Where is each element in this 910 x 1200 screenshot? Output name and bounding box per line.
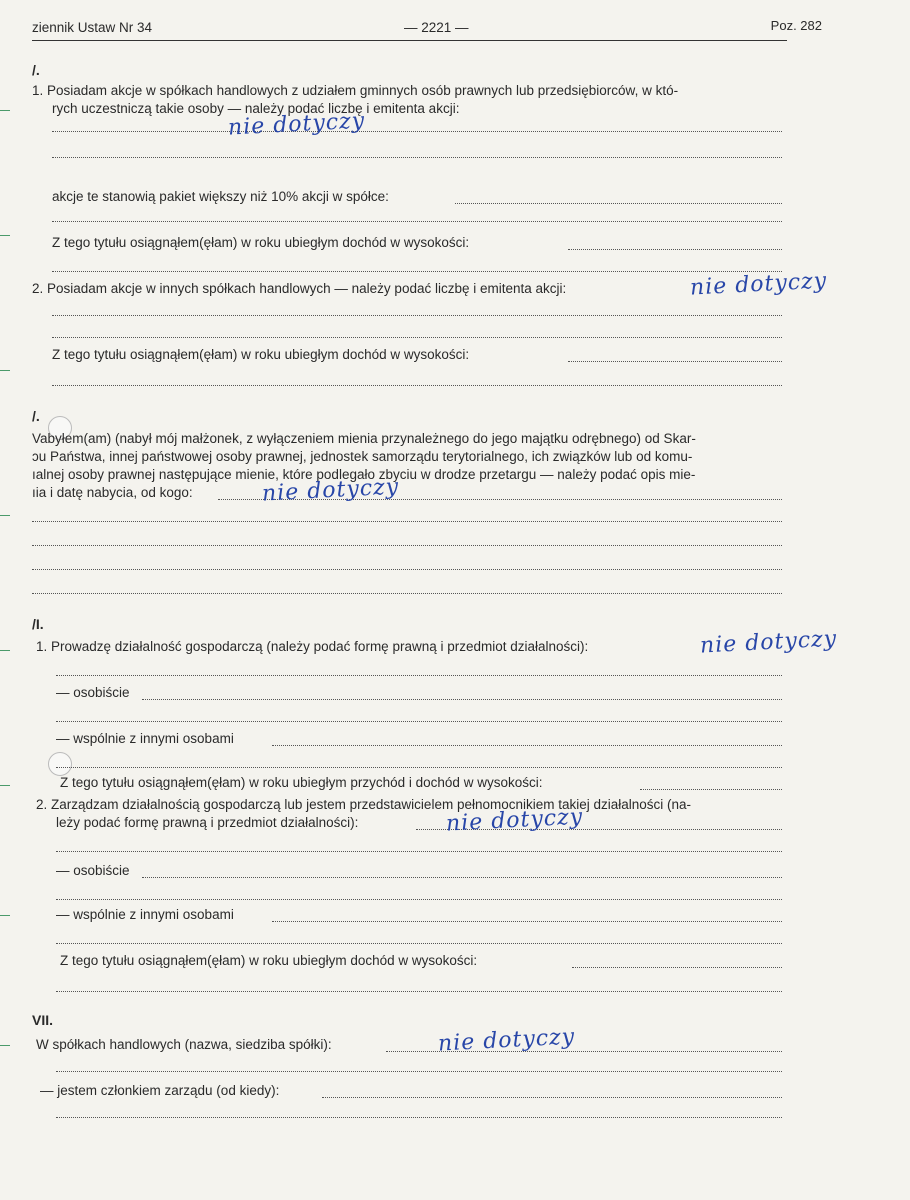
answer-line (52, 220, 782, 222)
answer-line (142, 876, 782, 878)
answer-line (32, 544, 782, 546)
edge-mark (0, 235, 10, 236)
jointly-label: — wspólnie z innymi osobami (56, 907, 234, 922)
section-v-line2: ɔu Państwa, innej państwowej osoby prawnej, jednostek samorządu terytorialnego, ich związków lub od komu- (32, 449, 693, 464)
edge-mark (0, 110, 10, 111)
income-label: Z tego tytułu osiągnąłem(ęłam) w roku ubiegłym dochód w wysokości: (52, 235, 470, 250)
income-label: Z tego tytułu osiągnąłem(ęłam) w roku ubiegłym przychód i dochód w wysokości: (60, 775, 543, 790)
section-vi-item2-line2: leży podać formę prawną i przedmiot działalności): (56, 815, 359, 830)
answer-line (52, 314, 782, 316)
item1-text-line1: 1. Posiadam akcje w spółkach handlowych z udziałem gminnych osób prawnych lub przedsiębiorców, w któ- (32, 83, 679, 98)
handwritten-answer: nie dotyczy (437, 1024, 576, 1057)
answer-line (272, 744, 782, 746)
section-label-vi: /I. (32, 616, 44, 632)
section-vi-item2-line1: 2. Zarządzam działalnością gospodarczą lub jestem przedstawicielem pełnomocnikiem takiej działalności (na- (36, 797, 692, 812)
answer-line (56, 674, 782, 676)
handwritten-answer: nie dotyczy (227, 108, 366, 141)
answer-line (32, 520, 782, 522)
answer-line (272, 920, 782, 922)
answer-line (52, 156, 782, 158)
section-v-line3: ıalnej osoby prawnej następujące mienie, które podlegało zbyciu w drodze przetargu — należy podać opis mie- (32, 467, 696, 482)
answer-line (52, 336, 782, 338)
edge-mark (0, 370, 10, 371)
answer-line (56, 850, 782, 852)
board-member-label: — jestem członkiem zarządu (od kiedy): (40, 1083, 280, 1098)
handwritten-answer: nie dotyczy (699, 626, 838, 659)
answer-line (56, 990, 782, 992)
answer-line (322, 1096, 782, 1098)
edge-mark (0, 515, 10, 516)
item1-text-line2: rych uczestniczą takie osoby — należy podać liczbę i emitenta akcji: (52, 101, 460, 116)
section-v-line1: Vabyłem(am) (nabył mój małżonek, z wyłączeniem mienia przynależnego do jego majątku odrębnego) od Skar- (32, 431, 696, 446)
answer-line (56, 898, 782, 900)
answer-line (572, 966, 782, 968)
answer-line (52, 130, 782, 132)
punch-hole (48, 752, 72, 776)
answer-line (640, 788, 782, 790)
edge-mark (0, 915, 10, 916)
section-label-vii: VII. (32, 1012, 54, 1028)
page-number: — 2221 — (404, 20, 469, 35)
handwritten-answer: nie dotyczy (261, 474, 400, 507)
answer-line (32, 592, 782, 594)
section-vi-item1: 1. Prowadzę działalność gospodarczą (należy podać formę prawną i przedmiot działalności): (36, 639, 589, 654)
income-label: Z tego tytułu osiągnąłem(ęłam) w roku ubiegłym dochód w wysokości: (60, 953, 478, 968)
edge-mark (0, 1045, 10, 1046)
item2-text: 2. Posiadam akcje w innych spółkach handlowych — należy podać liczbę i emitenta akcji: (32, 281, 567, 296)
answer-line (455, 202, 782, 204)
companies-label: W spółkach handlowych (nazwa, siedziba spółki): (36, 1037, 332, 1052)
page-header (32, 18, 830, 40)
personally-label: — osobiście (56, 863, 130, 878)
answer-line (52, 270, 782, 272)
answer-line (568, 360, 782, 362)
answer-line (56, 1116, 782, 1118)
journal-title: ziennik Ustaw Nr 34 (32, 20, 153, 35)
personally-label: — osobiście (56, 685, 130, 700)
answer-line (56, 1070, 782, 1072)
edge-mark (0, 650, 10, 651)
jointly-label: — wspólnie z innymi osobami (56, 731, 234, 746)
answer-line (568, 248, 782, 250)
edge-mark (0, 785, 10, 786)
section-v-line4: ıia i datę nabycia, od kogo: (32, 485, 193, 500)
handwritten-answer: nie dotyczy (689, 268, 828, 301)
answer-line (142, 698, 782, 700)
answer-line (32, 568, 782, 570)
header-rule (32, 40, 787, 41)
answer-line (56, 720, 782, 722)
handwritten-answer: nie dotyczy (445, 804, 584, 837)
answer-line (52, 384, 782, 386)
answer-line (56, 942, 782, 944)
position-number: Poz. 282 (770, 18, 822, 33)
section-label-prev: /. (32, 62, 40, 78)
shares-over-10-label: akcje te stanowią pakiet większy niż 10% akcji w spółce: (52, 189, 389, 204)
section-label-v: /. (32, 408, 40, 424)
income-label: Z tego tytułu osiągnąłem(ęłam) w roku ubiegłym dochód w wysokości: (52, 347, 470, 362)
answer-line (56, 766, 782, 768)
